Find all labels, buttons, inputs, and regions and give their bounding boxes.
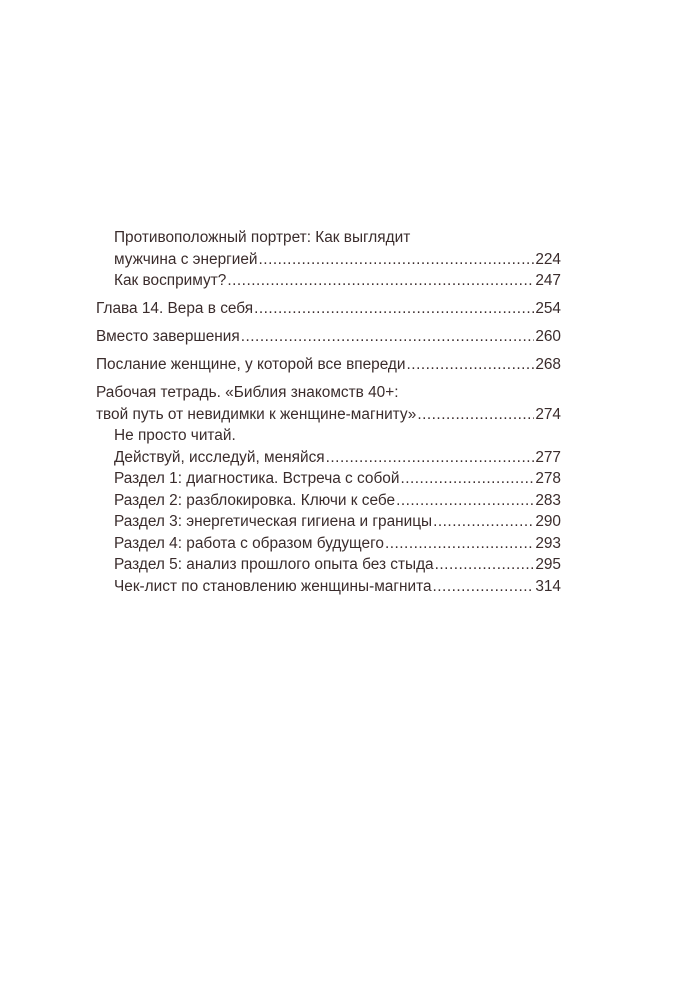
toc-entry-line [96, 490, 561, 512]
toc-chapter-title: Рабочая тетрадь. «Библия знакомств 40+: [96, 384, 399, 401]
toc-page-number: 314 [535, 577, 561, 595]
dot-leader [241, 326, 535, 348]
toc-entry-line [96, 249, 561, 271]
toc-page-number: 277 [535, 448, 561, 466]
toc-page-number: 274 [535, 405, 561, 423]
toc-entry-line [96, 511, 561, 533]
dot-leader [385, 533, 534, 555]
toc-entry-line [96, 468, 561, 490]
toc-entry-line [96, 227, 561, 249]
dot-leader [433, 576, 535, 598]
toc-entry-line [96, 354, 561, 376]
toc-page-number: 268 [535, 356, 561, 373]
dot-leader [227, 270, 534, 292]
toc-entry-title: Действуй, исследуй, меняйся [114, 448, 325, 466]
toc-chapter-title: Глава 14. Вера в себя [96, 300, 254, 317]
toc-entry-line [96, 447, 561, 469]
dot-leader [326, 447, 535, 469]
toc-entry-title: Раздел 5: анализ прошлого опыта без стыда [114, 556, 434, 573]
toc-entry-line [96, 326, 561, 348]
toc-entry-line [96, 382, 561, 404]
toc-entry-title: Раздел 2: разблокировка. Ключи к себе [114, 491, 396, 509]
toc-entry-title: Чек-лист по становлению женщины-магнита [114, 577, 432, 595]
dot-leader [259, 249, 535, 271]
toc-entry-title: мужчина с энергией [114, 250, 258, 268]
dot-leader [396, 490, 534, 512]
toc-entry-title: Раздел 3: энергетическая гигиена и границы [114, 513, 433, 530]
toc-entry-title: Противоположный портрет: Как выглядит [114, 229, 411, 246]
toc-entry-title: Раздел 1: диагностика. Встреча с собой [114, 470, 400, 487]
toc-entry-line [96, 298, 561, 320]
dot-leader [417, 404, 534, 426]
dot-leader [254, 298, 534, 320]
dot-leader [400, 468, 534, 490]
dot-leader [435, 554, 535, 576]
toc-entry-title: Раздел 4: работа с образом будущего [114, 534, 384, 552]
toc-page-number: 260 [535, 328, 561, 345]
toc-chapter-title: твой путь от невидимки к женщине-магниту» [96, 405, 417, 423]
toc-entry-line [96, 270, 561, 292]
toc-entry-line [96, 533, 561, 555]
toc-page-number: 290 [535, 513, 561, 530]
toc-entry-line [96, 576, 561, 598]
toc-entry-line [96, 404, 561, 426]
toc-page-number: 295 [535, 556, 561, 573]
toc-chapter-title: Послание женщине, у которой все впереди [96, 356, 406, 373]
table-of-contents [96, 227, 561, 597]
toc-page-number: 283 [535, 491, 561, 509]
dot-leader [433, 511, 534, 533]
toc-entry-line [96, 425, 561, 447]
toc-page-number: 224 [535, 250, 561, 268]
toc-page-number: 247 [535, 272, 561, 289]
toc-entry-title: Не просто читай. [114, 427, 236, 444]
toc-page-number: 293 [535, 534, 561, 552]
toc-page-number: 278 [535, 470, 561, 487]
dot-leader [407, 354, 535, 376]
toc-entry-title: Как воспримут? [114, 272, 227, 289]
toc-entry-line [96, 554, 561, 576]
toc-page-number: 254 [535, 300, 561, 317]
toc-chapter-title: Вместо завершения [96, 328, 240, 345]
